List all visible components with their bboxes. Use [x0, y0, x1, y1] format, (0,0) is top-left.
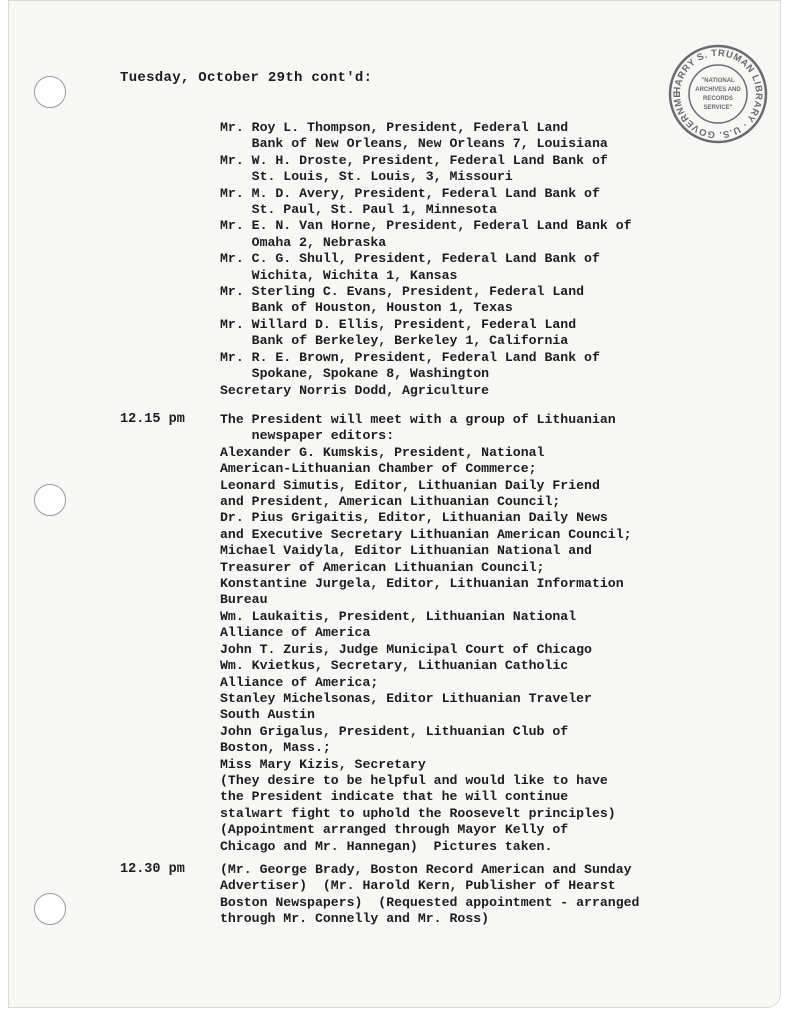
entry-line: Konstantine Jurgela, Editor, Lithuanian Information — [220, 576, 624, 592]
list-item: Bank of Houston, Houston 1, Texas — [220, 300, 513, 316]
entry-line: Boston Newspapers) (Requested appointment - arranged — [220, 894, 640, 910]
entry-time-1215: 12.15 pm — [120, 412, 185, 427]
entry-line: Treasurer of American Lithuanian Council; — [220, 559, 545, 575]
entry-line: newspaper editors: — [220, 428, 395, 444]
list-item: Omaha 2, Nebraska — [220, 234, 387, 250]
entry-line: Alexander G. Kumskis, President, National — [220, 444, 545, 460]
binder-hole-bottom — [34, 893, 66, 925]
list-item: St. Paul, St. Paul 1, Minnesota — [220, 202, 497, 218]
entry-line: Michael Vaidyla, Editor Lithuanian National and — [220, 543, 592, 559]
page-heading: Tuesday, October 29th cont'd: — [120, 70, 373, 86]
list-item: Secretary Norris Dodd, Agriculture — [220, 382, 490, 398]
entry-line: Alliance of America; — [220, 674, 379, 690]
entry-line: Wm. Kvietkus, Secretary, Lithuanian Catholic — [220, 658, 569, 674]
brady-kern-entry — [220, 862, 639, 928]
entry-line: and President, American Lithuanian Council; — [220, 494, 561, 510]
document-page — [8, 0, 781, 1008]
list-item: Wichita, Wichita 1, Kansas — [220, 267, 458, 283]
entry-line: John Grigalus, President, Lithuanian Club of — [220, 723, 569, 739]
entry-line: Boston, Mass.; — [220, 740, 331, 756]
entry-line: and Executive Secretary Lithuanian American Council; — [220, 526, 632, 542]
binder-hole-top — [34, 76, 66, 108]
entry-line: Wm. Laukaitis, President, Lithuanian National — [220, 608, 577, 624]
entry-line: the President indicate that he will continue — [220, 789, 569, 805]
binder-hole-middle — [34, 484, 66, 516]
svg-text:"NATIONAL: "NATIONAL — [701, 78, 735, 84]
entry-line: John T. Zuris, Judge Municipal Court of Chicago — [220, 641, 592, 657]
list-item: Bank of New Orleans, New Orleans 7, Louisiana — [220, 136, 608, 152]
entry-line: American-Lithuanian Chamber of Commerce; — [220, 461, 537, 477]
entry-line: (Mr. George Brady, Boston Record American and Sunday — [220, 862, 632, 877]
list-item: Mr. Willard D. Ellis, President, Federal Land — [220, 316, 577, 332]
list-item: Mr. W. H. Droste, President, Federal Land Bank of — [220, 152, 608, 168]
svg-text:ARCHIVES AND: ARCHIVES AND — [695, 87, 741, 93]
list-item: Mr. Roy L. Thompson, President, Federal Land — [220, 120, 569, 135]
entry-line: (They desire to be helpful and would like to have — [220, 772, 608, 788]
list-item: Spokane, Spokane 8, Washington — [220, 366, 490, 382]
seal-icon — [668, 44, 768, 144]
lithuanian-editors-entry — [220, 412, 632, 855]
bank-presidents-list — [220, 120, 632, 399]
archive-stamp — [668, 44, 768, 144]
entry-line: Alliance of America — [220, 625, 371, 641]
list-item: Mr. M. D. Avery, President, Federal Land Bank of — [220, 185, 600, 201]
entry-line: Dr. Pius Grigaitis, Editor, Lithuanian Daily News — [220, 510, 608, 526]
entry-line: The President will meet with a group of Lithuanian — [220, 412, 616, 427]
svg-text:RECORDS: RECORDS — [702, 96, 734, 102]
entry-time-1230: 12.30 pm — [120, 862, 185, 877]
list-item: Mr. Sterling C. Evans, President, Federal Land — [220, 284, 585, 300]
entry-line: Chicago and Mr. Hannegan) Pictures taken. — [220, 838, 553, 854]
svg-text:HARRY S. TRUMAN LIBRARY · U.S.: HARRY S. TRUMAN LIBRARY · U.S. GOVERNME — [671, 47, 765, 141]
entry-line: through Mr. Connelly and Mr. Ross) — [220, 911, 490, 927]
entry-line: South Austin — [220, 707, 315, 723]
entry-line: (Appointment arranged through Mayor Kelly of — [220, 822, 569, 838]
entry-line: Stanley Michelsonas, Editor Lithuanian Traveler — [220, 690, 592, 706]
entry-line: Advertiser) (Mr. Harold Kern, Publisher of Hearst — [220, 878, 616, 894]
entry-line: stalwart fight to uphold the Roosevelt principles) — [220, 805, 616, 821]
list-item: Mr. C. G. Shull, President, Federal Land Bank of — [220, 251, 600, 267]
list-item: St. Louis, St. Louis, 3, Missouri — [220, 169, 513, 185]
list-item: Mr. R. E. Brown, President, Federal Land Bank of — [220, 349, 600, 365]
entry-line: Bureau — [220, 592, 268, 608]
svg-text:SERVICE": SERVICE" — [703, 105, 733, 111]
list-item: Bank of Berkeley, Berkeley 1, California — [220, 333, 569, 349]
list-item: Mr. E. N. Van Horne, President, Federal Land Bank of — [220, 218, 632, 234]
entry-line: Leonard Simutis, Editor, Lithuanian Daily Friend — [220, 477, 600, 493]
entry-line: Miss Mary Kizis, Secretary — [220, 756, 426, 772]
